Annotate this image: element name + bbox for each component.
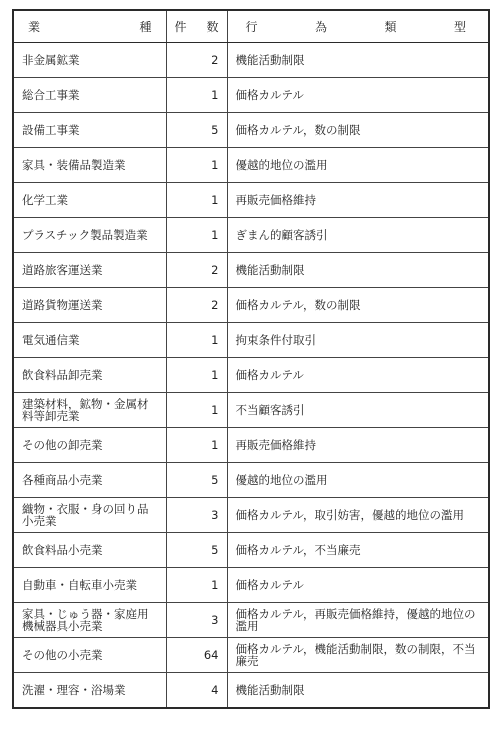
cell-type-text: 価格カルテル，機能活動制限，数の制限，不当廉売 [235, 642, 476, 668]
cell-industry [13, 498, 166, 533]
cell-industry [13, 43, 166, 78]
header-industry-label: 業 種 [28, 19, 152, 34]
cell-count-text: 1 [211, 158, 219, 172]
header-count [166, 10, 227, 43]
cell-count [166, 43, 227, 78]
cell-industry [13, 148, 166, 183]
cell-type [227, 323, 489, 358]
cell-count [166, 323, 227, 358]
cell-industry-text: 道路貨物運送業 [22, 298, 103, 312]
cell-type [227, 568, 489, 603]
cell-type-text: 価格カルテル，数の制限 [235, 123, 361, 137]
cell-count-text: 1 [211, 368, 219, 382]
cell-industry-text: 洗濯・理容・浴場業 [22, 683, 126, 697]
table-row [13, 323, 489, 358]
table-row [13, 358, 489, 393]
cell-count [166, 253, 227, 288]
cell-count [166, 288, 227, 323]
header-row [13, 10, 489, 43]
cell-count [166, 533, 227, 568]
cell-type-text: 価格カルテル，取引妨害，優越的地位の濫用 [235, 508, 465, 522]
cell-industry [13, 358, 166, 393]
cell-type-text: 価格カルテル [235, 368, 304, 382]
table-row [13, 288, 489, 323]
table-row [13, 78, 489, 113]
cell-industry-text: 非金属鉱業 [22, 53, 80, 67]
table-row [13, 218, 489, 253]
cell-count-text: 64 [203, 648, 219, 662]
cell-type [227, 638, 489, 673]
cell-count [166, 393, 227, 428]
cell-industry [13, 603, 166, 638]
table-body [13, 43, 489, 709]
cell-count [166, 218, 227, 253]
cell-type-text: 機能活動制限 [235, 53, 305, 67]
cell-industry [13, 463, 166, 498]
cell-type [227, 463, 489, 498]
cell-industry-text: その他の卸売業 [22, 438, 103, 452]
table-row [13, 498, 489, 533]
cell-type [227, 183, 489, 218]
cell-type [227, 603, 489, 638]
header-type [227, 10, 489, 43]
cell-industry [13, 288, 166, 323]
cell-count-text: 1 [211, 403, 219, 417]
header-industry [13, 10, 166, 43]
cell-industry-text: その他の小売業 [22, 648, 103, 662]
cell-industry [13, 323, 166, 358]
cell-count-text: 1 [211, 193, 219, 207]
table-row [13, 428, 489, 463]
cell-type-text: 優越的地位の濫用 [235, 473, 328, 487]
cell-count-text: 5 [211, 543, 219, 557]
cell-count [166, 358, 227, 393]
cell-count-text: 3 [211, 613, 219, 627]
cell-industry-text: 家具・じゅう器・家庭用機械器具小売業 [22, 607, 149, 633]
cell-industry-text: 化学工業 [22, 193, 68, 207]
cell-count [166, 603, 227, 638]
cell-type [227, 358, 489, 393]
cell-type [227, 428, 489, 463]
table-row [13, 568, 489, 603]
cell-type-text: 拘束条件付取引 [235, 333, 316, 347]
cell-type-text: 再販売価格維持 [235, 193, 316, 207]
cell-count [166, 498, 227, 533]
cell-type-text: 価格カルテル，不当廉売 [235, 543, 361, 557]
cell-type [227, 218, 489, 253]
cell-type [227, 498, 489, 533]
cell-industry [13, 638, 166, 673]
cell-industry-text: 織物・衣服・身の回り品小売業 [22, 502, 149, 528]
cell-industry [13, 183, 166, 218]
cell-type-text: 価格カルテル [235, 88, 304, 102]
cell-count-text: 2 [211, 53, 219, 67]
table-header [13, 10, 489, 43]
header-count-label: 件数 [174, 19, 219, 34]
cell-industry [13, 253, 166, 288]
cell-industry-text: 各種商品小売業 [22, 473, 103, 487]
cell-type-text: 不当顧客誘引 [235, 403, 305, 417]
cell-count [166, 113, 227, 148]
cell-count-text: 1 [211, 578, 219, 592]
cell-type-text: 優越的地位の濫用 [235, 158, 328, 172]
cell-industry [13, 533, 166, 568]
cell-industry [13, 568, 166, 603]
cell-industry-text: 設備工事業 [22, 123, 80, 137]
cell-industry [13, 393, 166, 428]
table-row [13, 603, 489, 638]
cell-type [227, 673, 489, 709]
cell-industry-text: 電気通信業 [22, 333, 80, 347]
cell-count [166, 428, 227, 463]
cell-count-text: 1 [211, 88, 219, 102]
cell-industry [13, 78, 166, 113]
cell-count-text: 2 [211, 263, 219, 277]
cell-type-text: 価格カルテル [235, 578, 304, 592]
table-row [13, 393, 489, 428]
cell-type [227, 533, 489, 568]
cell-industry-text: 道路旅客運送業 [22, 263, 103, 277]
cell-industry [13, 218, 166, 253]
table-row [13, 638, 489, 673]
cell-type-text: 価格カルテル，数の制限 [235, 298, 361, 312]
cell-count-text: 4 [211, 683, 219, 697]
cell-count-text: 2 [211, 298, 219, 312]
cell-count [166, 638, 227, 673]
cell-industry-text: 建築材料，鉱物・金属材料等卸売業 [22, 397, 149, 423]
cell-industry-text: 総合工事業 [22, 88, 80, 102]
cell-count-text: 1 [211, 228, 219, 242]
cell-type [227, 253, 489, 288]
table-row [13, 463, 489, 498]
cell-industry-text: 自動車・自転車小売業 [22, 578, 137, 592]
cell-industry [13, 113, 166, 148]
cell-type [227, 393, 489, 428]
industry-violation-table [12, 9, 490, 709]
table-row [13, 533, 489, 568]
cell-industry-text: 家具・装備品製造業 [22, 158, 126, 172]
cell-type-text: ぎまん的顧客誘引 [235, 228, 328, 242]
cell-type [227, 43, 489, 78]
cell-type-text: 価格カルテル，再販売価格維持，優越的地位の濫用 [235, 607, 476, 633]
cell-type-text: 再販売価格維持 [235, 438, 316, 452]
table-row [13, 183, 489, 218]
cell-count [166, 463, 227, 498]
table-row [13, 148, 489, 183]
cell-count-text: 1 [211, 438, 219, 452]
cell-type [227, 78, 489, 113]
cell-type [227, 288, 489, 323]
cell-industry [13, 673, 166, 709]
cell-type [227, 148, 489, 183]
table-row [13, 113, 489, 148]
cell-count-text: 1 [211, 333, 219, 347]
cell-type-text: 機能活動制限 [235, 263, 305, 277]
table-row [13, 43, 489, 78]
cell-count [166, 183, 227, 218]
cell-industry [13, 428, 166, 463]
cell-type-text: 機能活動制限 [235, 683, 305, 697]
cell-type [227, 113, 489, 148]
cell-count [166, 673, 227, 709]
cell-count [166, 78, 227, 113]
cell-industry-text: 飲食料品小売業 [22, 543, 103, 557]
cell-industry-text: プラスチック製品製造業 [22, 228, 148, 242]
table-row [13, 253, 489, 288]
cell-industry-text: 飲食料品卸売業 [22, 368, 103, 382]
header-type-label: 行 為 類 型 [245, 19, 466, 34]
cell-count-text: 5 [211, 123, 219, 137]
cell-count [166, 148, 227, 183]
cell-count-text: 3 [211, 508, 219, 522]
cell-count-text: 5 [211, 473, 219, 487]
table-row [13, 673, 489, 709]
cell-count [166, 568, 227, 603]
